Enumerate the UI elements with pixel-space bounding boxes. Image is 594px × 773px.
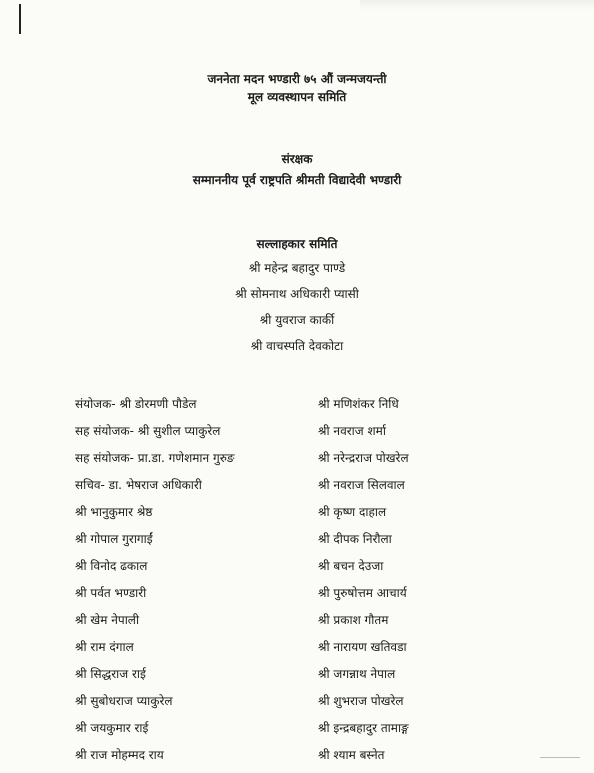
scan-edge-mark (19, 4, 21, 34)
committee-row (0, 611, 594, 638)
committee-member-left: सह संयोजक- श्री सुशील प्याकुरेल (75, 424, 221, 438)
patron-name: सम्माननीय पूर्व राष्ट्रपति श्रीमती विद्यादेवी भण्डारी (192, 173, 402, 187)
committee-member-list (0, 395, 594, 773)
committee-member-right: श्री जगन्नाथ नेपाल (318, 667, 396, 681)
committee-member-right: श्री नवराज शर्मा (318, 424, 386, 438)
committee-row (0, 746, 594, 773)
committee-row (0, 692, 594, 719)
committee-member-left: श्री भानुकुमार श्रेष्ठ (75, 505, 153, 519)
committee-row (0, 422, 594, 449)
committee-member-right: श्री प्रकाश गौतम (318, 613, 389, 627)
committee-row (0, 503, 594, 530)
committee-member-right: श्री बचन देउजा (318, 559, 384, 573)
committee-member-left: श्री जयकुमार राई (75, 721, 149, 735)
committee-member-right: श्री पुरुषोत्तम आचार्य (318, 586, 407, 600)
committee-member-left: श्री गोपाल गुरागाईं (75, 532, 153, 546)
committee-row (0, 530, 594, 557)
committee-row (0, 395, 594, 422)
patron-heading: संरक्षक (281, 152, 313, 166)
advisory-member: श्री वाचस्पति देवकोटा (250, 339, 344, 353)
committee-member-right: श्री मणिशंकर निधि (318, 397, 399, 411)
committee-row (0, 665, 594, 692)
committee-row (0, 638, 594, 665)
committee-member-left: सचिव- डा. भेषराज अधिकारी (75, 478, 202, 492)
committee-member-left: संयोजक- श्री डोरमणी पौडेल (75, 397, 197, 411)
committee-member-right: श्री दीपक निरौला (318, 532, 392, 546)
advisory-member: श्री महेन्द्र बहादुर पाण्डे (248, 261, 346, 275)
advisory-member: श्री युवराज कार्की (259, 313, 335, 327)
committee-member-left: श्री राज मोहम्मद राय (75, 748, 164, 762)
committee-row (0, 557, 594, 584)
title-line-1: जननेता मदन भण्डारी ७५ औं जन्मजयन्ती (207, 72, 387, 86)
committee-member-left: श्री विनोद ढकाल (75, 559, 148, 573)
committee-member-left: श्री पर्वत भण्डारी (75, 586, 147, 600)
committee-row (0, 476, 594, 503)
scan-top-shadow (360, 0, 594, 10)
committee-row (0, 584, 594, 611)
patron-section (0, 150, 594, 189)
committee-member-right: श्री शुभराज पोखरेल (318, 694, 404, 708)
committee-member-left: श्री सुबोधराज प्याकुरेल (75, 694, 173, 708)
committee-row (0, 719, 594, 746)
committee-member-left: श्री सिद्धराज राई (75, 667, 146, 681)
document-title (0, 70, 594, 106)
committee-member-left: सह संयोजक- प्रा.डा. गणेशमान गुरुङ (75, 451, 235, 465)
committee-member-right: श्री इन्द्रबहादुर तामाङ्ग (318, 721, 409, 735)
committee-member-right: श्री नवराज सिलवाल (318, 478, 405, 492)
committee-member-left: श्री खेम नेपाली (75, 613, 140, 627)
advisory-heading: सल्लाहकार समिति (256, 237, 338, 251)
scan-bottom-edge (540, 757, 580, 766)
committee-member-right: श्री श्याम बस्नेत (318, 748, 385, 762)
committee-member-right: श्री नरेन्द्रराज पोखरेल (318, 451, 409, 465)
committee-member-right: श्री नारायण खतिवडा (318, 640, 407, 654)
title-line-2: मूल व्यवस्थापन समिति (247, 90, 347, 104)
committee-row (0, 449, 594, 476)
advisory-member: श्री सोमनाथ अधिकारी प्यासी (235, 287, 359, 301)
committee-member-right: श्री कृष्ण दाहाल (318, 505, 387, 519)
advisory-committee (0, 235, 594, 363)
committee-member-left: श्री राम दंगाल (75, 640, 134, 654)
